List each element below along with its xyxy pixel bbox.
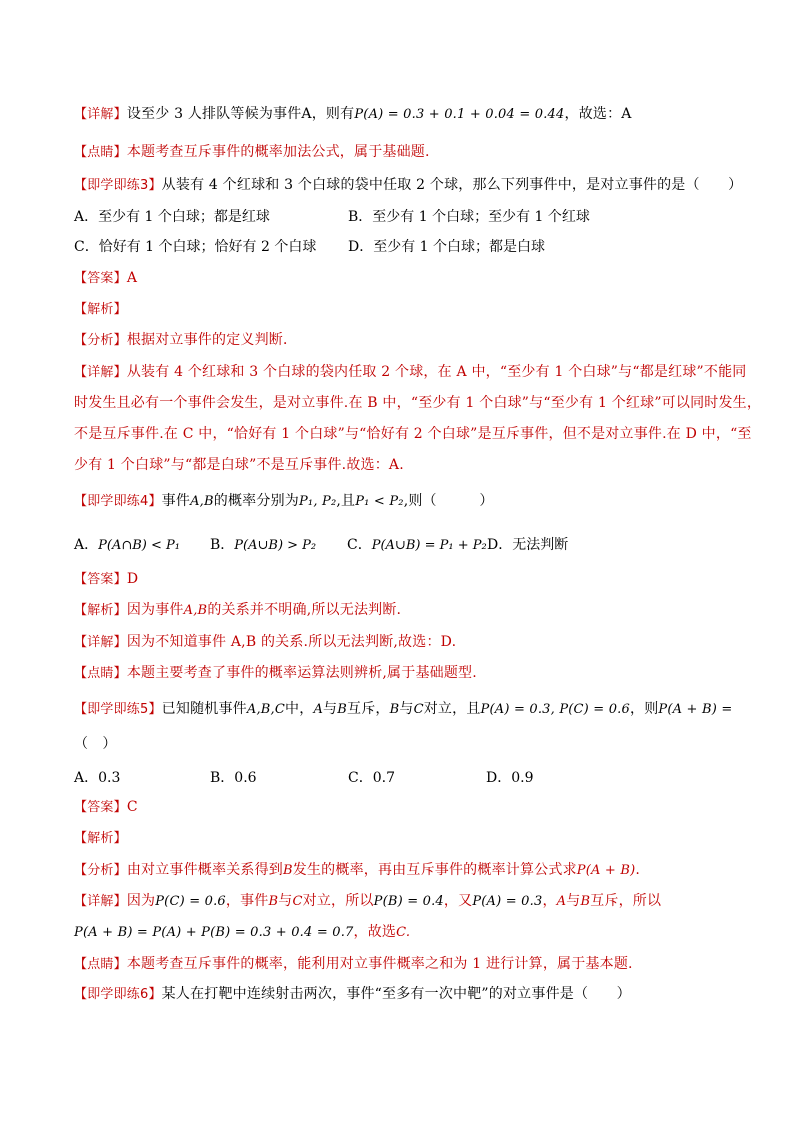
- q5-comment-line: [74, 955, 633, 974]
- math-text: P₁ < P₂: [355, 494, 404, 509]
- q4-detail-line: [74, 633, 456, 652]
- q5-stem-line: [74, 700, 732, 719]
- math-text: B: [337, 702, 347, 717]
- exercise-tag: 【即学即练6】: [74, 987, 162, 1002]
- option-math: P(A∪B) = P₁ + P₂: [371, 538, 487, 553]
- question-stem: 已知随机事件: [161, 701, 247, 717]
- fenxi-tag: 【分析】: [74, 863, 127, 878]
- analysis-text: 的关系并不明确,所以无法判断.: [207, 602, 402, 618]
- comment-text: 本题主要考查了事件的概率运算法则辨析,属于基础题型.: [126, 665, 477, 681]
- q4-stem-line: [74, 492, 494, 511]
- comment-tag: 【点睛】: [74, 145, 127, 160]
- math-text: A,B,C: [246, 702, 286, 717]
- formula: P(A + B) = P(A) + P(B) = 0.3 + 0.4 = 0.7: [74, 925, 354, 940]
- question-stem: 从装有 4 个红球和 3 个白球的袋中任取 2 个球，那么下列事件中，是对立事件的是（ ）: [161, 177, 743, 193]
- q4-comment-line: [74, 664, 477, 683]
- detail-text: 设至少 3 人排队等候为事件A，则有: [126, 106, 355, 122]
- detail-text: 因为不知道事件 A,B 的关系.所以无法判断,故选：D.: [126, 634, 457, 650]
- comment-text: 本题考查互斥事件的概率，能利用对立事件概率之和为 1 进行计算，属于基本题.: [126, 956, 633, 972]
- q2-comment-line: [74, 143, 430, 162]
- question-stem: 的概率分别为: [213, 493, 299, 509]
- math-text: B: [389, 702, 400, 717]
- q5-answer-line: [74, 798, 138, 817]
- option-math: P(A∩B) < P₁: [98, 538, 180, 553]
- fenxi-text: .: [635, 862, 641, 878]
- q3-detail-line-2: 时发生且必有一个事件会发生，是对立事件.在 B 中，“至少有 1 个白球”与“至少有 1 个红球”可以同时发生，: [74, 395, 762, 411]
- detail-text: 与: [566, 893, 581, 909]
- q3-options-row-1: [74, 206, 754, 224]
- q3-stem-line: [74, 176, 742, 195]
- math-text: A,B: [183, 603, 208, 618]
- detail-text: 从装有 4 个红球和 3 个白球的袋内任取 2 个球，在 A 中，“至少有 1 个白球”与“都是红球”不能同: [126, 364, 747, 380]
- option-c: C．0.7: [348, 770, 395, 786]
- exercise-tag: 【即学即练3】: [74, 178, 162, 193]
- q5-options-row: [74, 767, 754, 785]
- math-text: B: [283, 863, 293, 878]
- option-d: D．0.9: [486, 770, 534, 786]
- formula: P(A) = 0.3: [472, 894, 543, 909]
- formula: P(B) = 0.4: [373, 894, 444, 909]
- option-label: B．: [210, 537, 235, 553]
- question-stem: ,则（ ）: [403, 493, 494, 509]
- question-stem: 中，: [285, 701, 314, 717]
- formula: P(A) = 0.3 + 0.1 + 0.04 = 0.44: [354, 107, 565, 122]
- question-stem: 与: [399, 701, 414, 717]
- question-stem: 与: [323, 701, 338, 717]
- option-b: B．0.6: [210, 770, 257, 786]
- answer-value: C.: [396, 925, 411, 940]
- q4-answer-line: [74, 570, 138, 589]
- detail-text: 对立，所以: [302, 893, 374, 909]
- q3-detail-line-1: [74, 363, 746, 382]
- answer-value: D: [126, 571, 139, 587]
- detail-text: 因为: [126, 893, 156, 909]
- fenxi-tag: 【分析】: [74, 333, 127, 348]
- option-a: A．至少有 1 个白球；都是红球: [74, 209, 270, 225]
- math-text: A,B: [190, 494, 214, 509]
- formula: P(A + B): [576, 863, 636, 878]
- answer-tag: 【答案】: [74, 800, 127, 815]
- option-c: C．恰好有 1 个白球；恰好有 2 个白球: [74, 239, 317, 255]
- question-stem: ,且: [336, 493, 356, 509]
- q5-detail-line-1: [74, 892, 661, 911]
- exercise-tag: 【即学即练5】: [74, 702, 162, 717]
- q3-answer-line: [74, 269, 137, 288]
- q3-analysis-line: [74, 300, 127, 319]
- q4-options-row: [74, 534, 754, 552]
- answer-tag: 【答案】: [74, 271, 127, 286]
- comment-text: 本题考查互斥事件的概率加法公式，属于基础题.: [126, 144, 430, 160]
- comment-tag: 【点睛】: [74, 666, 127, 681]
- question-stem: 互斥，: [347, 701, 390, 717]
- formula: P(A + B) =: [658, 702, 733, 717]
- option-math: P(A∪B) > P₂: [234, 538, 317, 553]
- option-d: [487, 534, 568, 554]
- comment-tag: 【点睛】: [74, 957, 127, 972]
- math-text: C: [292, 894, 303, 909]
- math-text: C: [413, 702, 424, 717]
- q2-detail-line: [74, 105, 632, 124]
- math-text: B: [580, 894, 591, 909]
- option-label: D．: [487, 537, 513, 553]
- formula: P(C) = 0.6: [155, 894, 226, 909]
- option-a: A．0.3: [74, 770, 121, 786]
- q3-detail-line-4: 少有 1 个白球”与“都是白球”不是互斥事件.故选：A.: [74, 457, 404, 473]
- option-text: 无法判断: [512, 537, 569, 553]
- detail-text: ，事件: [225, 893, 269, 909]
- fenxi-text: 根据对立事件的定义判断．: [126, 332, 298, 348]
- answer-value: A: [126, 270, 138, 286]
- answer-value: C: [126, 799, 138, 815]
- q4-analysis-line: [74, 601, 401, 620]
- option-label: C．: [347, 537, 372, 553]
- detail-text: ，又: [443, 893, 473, 909]
- fenxi-text: 由对立事件概率关系得到: [126, 862, 284, 878]
- question-stem: 对立，且: [423, 701, 481, 717]
- exercise-tag: 【即学即练4】: [74, 494, 162, 509]
- detail-tag: 【详解】: [74, 107, 127, 122]
- detail-text: 与: [278, 893, 293, 909]
- analysis-text: 因为事件: [126, 602, 184, 618]
- detail-tag: 【详解】: [74, 365, 127, 380]
- math-text: A: [556, 894, 567, 909]
- option-b: [210, 534, 316, 554]
- detail-tag: 【详解】: [74, 635, 127, 650]
- option-c: [347, 534, 487, 554]
- q5-analysis-line: [74, 829, 127, 848]
- q3-detail-line-3: 不是互斥事件.在 C 中，“恰好有 1 个白球”与“恰好有 2 个白球”是互斥事件，但不是对立事件.在 D 中，“至: [74, 426, 752, 442]
- math-text: P₁, P₂: [298, 494, 337, 509]
- detail-text: ，: [542, 893, 557, 909]
- answer-tag: 【答案】: [74, 572, 127, 587]
- detail-text: ，故选: [353, 924, 397, 940]
- option-d: D．至少有 1 个白球；都是白球: [348, 239, 546, 255]
- option-b: B．至少有 1 个白球；至少有 1 个红球: [348, 209, 590, 225]
- question-stem: 某人在打靶中连续射击两次，事件“至多有一次中靶”的对立事件是（ ）: [161, 986, 631, 1002]
- question-stem: ，则: [630, 701, 659, 717]
- option-label: A．: [74, 537, 99, 553]
- q6-stem-line: [74, 985, 631, 1004]
- detail-text: 互斥，所以: [590, 893, 662, 909]
- q3-fenxi-line: [74, 331, 297, 350]
- question-stem: 事件: [161, 493, 191, 509]
- q3-options-row-2: [74, 236, 754, 254]
- analysis-tag: 【解析】: [74, 603, 127, 618]
- formula: P(A) = 0.3, P(C) = 0.6: [480, 702, 630, 717]
- fenxi-text: 发生的概率，再由互斥事件的概率计算公式求: [292, 862, 577, 878]
- analysis-tag: 【解析】: [74, 302, 127, 317]
- option-a: [74, 534, 180, 554]
- math-text: B: [268, 894, 279, 909]
- q5-detail-line-2: [74, 923, 410, 942]
- detail-tag: 【详解】: [74, 894, 127, 909]
- q5-fenxi-line: [74, 861, 640, 880]
- math-text: A: [313, 702, 324, 717]
- analysis-tag: 【解析】: [74, 831, 127, 846]
- q5-stem-paren: （ ）: [74, 736, 117, 752]
- detail-text: ，故选：A: [564, 106, 632, 122]
